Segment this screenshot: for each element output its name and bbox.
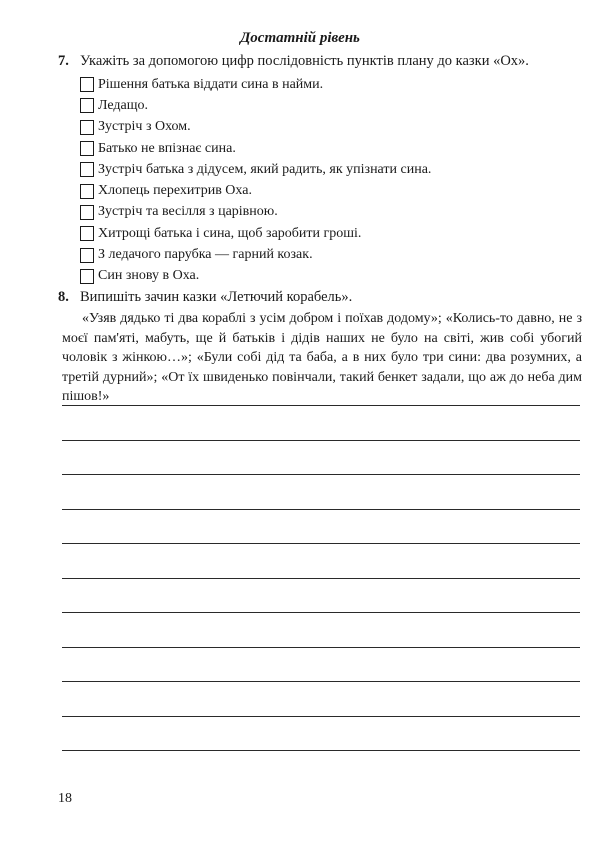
answer-line[interactable] [62,474,580,475]
plan-item-label: Зустріч та весілля з царівною. [98,204,278,220]
task-7-number: 7. [58,53,69,69]
answer-line[interactable] [62,578,580,579]
task-7-prompt [58,52,529,70]
plan-item-label: Рішення батька віддати сина в найми. [98,76,324,92]
answer-line[interactable] [62,405,580,406]
order-number-box[interactable] [80,226,94,241]
plan-item-label: Зустріч з Охом. [98,119,191,135]
answer-line[interactable] [62,750,580,751]
task-8-quote: «Узяв дядько ті два кораблі з усім добром і поїхав додому»; «Колись-то давно, не з моєї пам'яті, мабуть, ще й батьків і дідів наших не було на світі, жив собі убогий чоловік з жінкою…»; «Були собі дід та баба, а в них було три сини: два розумних, а третій дурний»; «От їх швиденько повінчали, такий бенкет задали, що аж до неба дим пішов!» [62,311,582,404]
order-number-box[interactable] [80,184,94,199]
plan-item [80,202,431,223]
order-number-box[interactable] [80,98,94,113]
plan-item-label: Ледащо. [98,97,149,113]
plan-checklist [80,74,431,287]
answer-line[interactable] [62,543,580,544]
plan-item-label: З ледачого парубка — гарний козак. [98,247,313,263]
answer-line[interactable] [62,612,580,613]
plan-item-label: Син знову в Оха. [98,268,200,284]
plan-item [80,223,431,244]
task-8-number: 8. [58,289,69,305]
answer-line[interactable] [62,509,580,510]
plan-item-label: Хитрощі батька і сина, щоб заробити гроші. [98,225,362,241]
plan-item [80,95,431,116]
plan-item [80,159,431,180]
task-8-text: Випишіть зачин казки «Летючий корабель». [80,289,353,305]
answer-line[interactable] [62,647,580,648]
answer-lines [62,405,580,785]
task-8-prompt [58,288,352,306]
plan-item-label: Хлопець перехитрив Оха. [98,183,252,199]
order-number-box[interactable] [80,248,94,263]
task-7-text: Укажіть за допомогою цифр послідовність пунктів плану до казки «Ох». [80,53,529,69]
plan-item [80,138,431,159]
answer-line[interactable] [62,440,580,441]
plan-item [80,266,431,287]
order-number-box[interactable] [80,120,94,135]
order-number-box[interactable] [80,141,94,156]
order-number-box[interactable] [80,162,94,177]
plan-item-label: Зустріч батька з дідусем, який радить, як упізнати сина. [98,161,432,177]
order-number-box[interactable] [80,205,94,220]
plan-item-label: Батько не впізнає сина. [98,140,236,156]
order-number-box[interactable] [80,269,94,284]
answer-line[interactable] [62,681,580,682]
order-number-box[interactable] [80,77,94,92]
plan-item [80,244,431,265]
answer-line[interactable] [62,716,580,717]
page-number: 18 [58,791,72,806]
plan-item [80,180,431,201]
plan-item [80,74,431,95]
plan-item [80,117,431,138]
section-title: Достатній рівень [240,30,360,46]
